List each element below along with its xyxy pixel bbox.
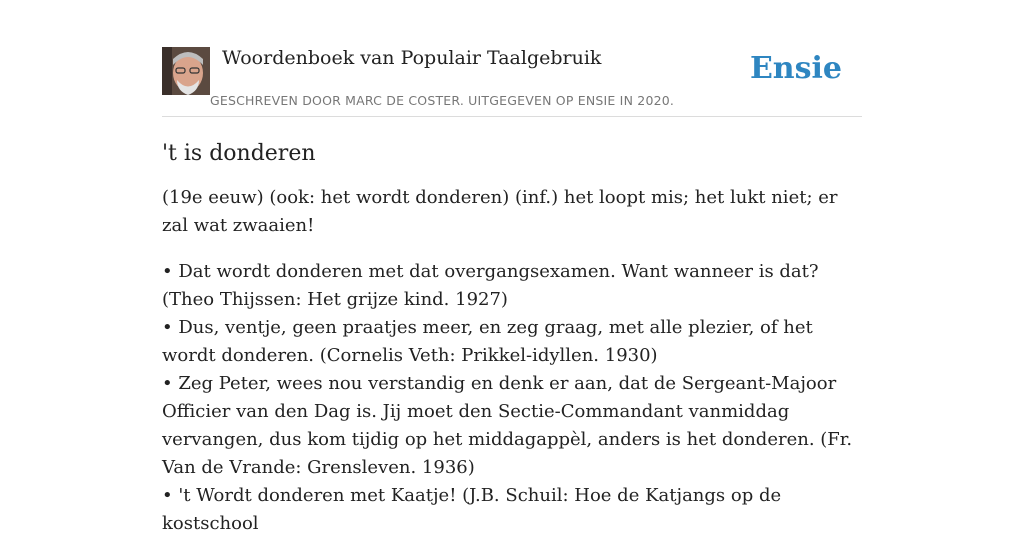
ensie-logo-link[interactable]: Ensie (749, 51, 842, 86)
entry-definition: (19e eeuw) (ook: het wordt donderen) (inf.) het loopt mis; het lukt niet; er zal wat zwaaien! (162, 187, 838, 236)
author-avatar[interactable] (162, 47, 210, 95)
author-portrait-icon (162, 47, 210, 95)
quote-item: • 't Wordt donderen met Kaatje! (J.B. Schuil: Hoe de Katjangs op de kostschool (162, 485, 782, 534)
entry-content (162, 138, 862, 538)
entry-header (162, 46, 862, 117)
dictionary-title[interactable]: Woordenboek van Populair Taalgebruik (222, 47, 602, 69)
byline: GESCHREVEN DOOR MARC DE COSTER. UITGEGEVEN OP ENSIE IN 2020. (210, 93, 675, 108)
entry-title: 't is donderen (162, 141, 316, 166)
quote-list (162, 258, 862, 538)
quote-item: • Zeg Peter, wees nou verstandig en denk er aan, dat de Sergeant-Majoor Officier van den Dag is. Jij moet den Sectie-Commandant vanmiddag vervangen, dus kom tijdig op het middagappèl, anders is het donderen. (Fr. Van de Vrande: Grensleven. 1936) (162, 373, 853, 478)
quote-item: • Dat wordt donderen met dat overgangsexamen. Want wanneer is dat? (Theo Thijssen: Het grijze kind. 1927) (162, 261, 819, 310)
quote-item: • Dus, ventje, geen praatjes meer, en zeg graag, met alle plezier, of het wordt donderen. (Cornelis Veth: Prikkel-idyllen. 1930) (162, 317, 813, 366)
